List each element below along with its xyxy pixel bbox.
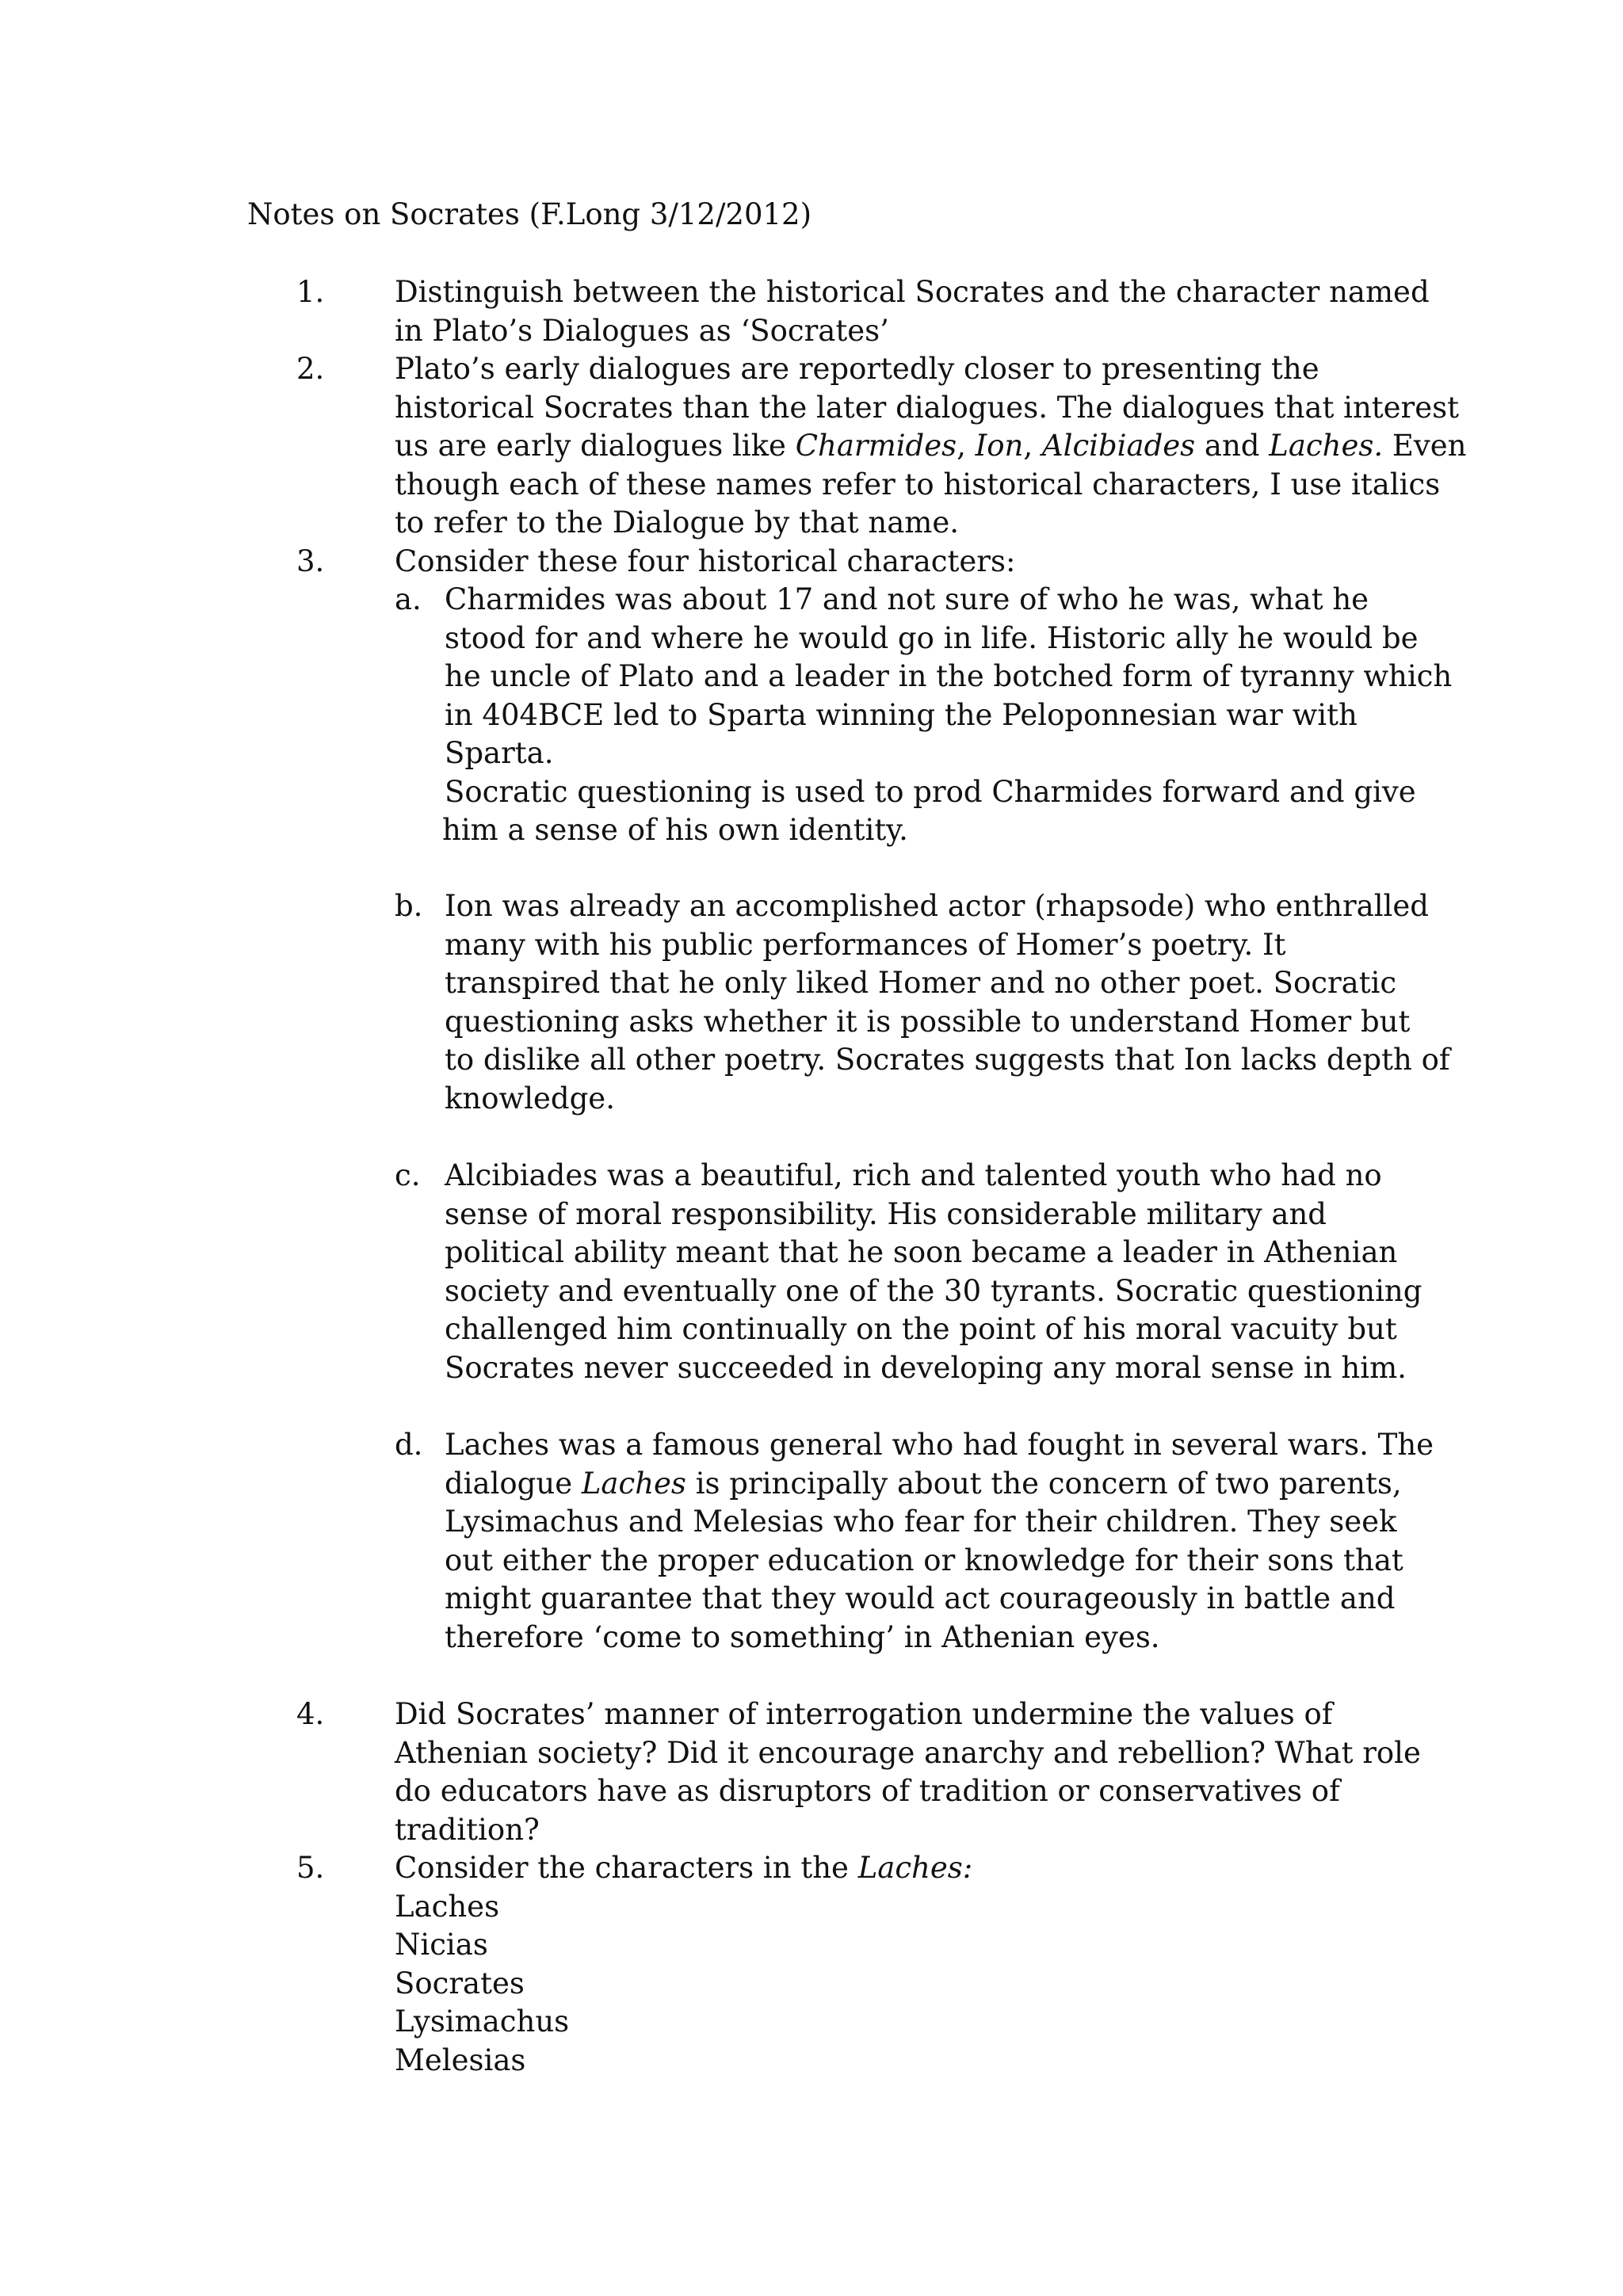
sub-item-d xyxy=(395,1426,1434,1657)
item-number: 1. xyxy=(296,275,325,309)
text-line: Distinguish between the historical Socrates and the character named xyxy=(395,275,1430,309)
text-line: in 404BCE led to Sparta winning the Peloponnesian war with xyxy=(445,697,1358,732)
dialogue-title-laches: Laches. xyxy=(1269,429,1384,463)
item-number: 4. xyxy=(296,1697,325,1731)
dialogue-title-alcibiades: Alcibiades xyxy=(1041,429,1196,463)
sub-item-label: c. xyxy=(395,1158,421,1192)
text-line: sense of moral responsibility. His considerable military and xyxy=(445,1196,1327,1231)
text-line: Sparta. xyxy=(445,736,554,770)
text-line: Consider these four historical characters: xyxy=(395,544,1016,578)
dialogue-title-charmides: Charmides xyxy=(795,429,957,463)
text-line: knowledge. xyxy=(445,1081,615,1116)
text-run: is principally about the concern of two parents, xyxy=(685,1466,1402,1501)
text-line: do educators have as disruptors of tradition or conservatives of xyxy=(395,1774,1340,1808)
text-line: therefore ‘come to something’ in Athenian eyes. xyxy=(445,1619,1160,1654)
sub-item-a xyxy=(395,581,1453,850)
text-line: though each of these names refer to historical characters, I use italics xyxy=(395,467,1441,502)
item-text xyxy=(395,1849,1406,2080)
list-item-4 xyxy=(296,1695,1421,1849)
item-number: 2. xyxy=(296,352,325,386)
sub-item-text xyxy=(445,1426,1434,1657)
sub-item-c xyxy=(395,1157,1425,1387)
sub-item-label: d. xyxy=(395,1428,423,1462)
list-item-3 xyxy=(296,543,1406,582)
list-item-5 xyxy=(296,1849,1406,2080)
list-item-2 xyxy=(296,350,1467,543)
text-line xyxy=(395,427,1467,466)
text-run: , xyxy=(957,429,976,463)
sub-item-label: a. xyxy=(395,582,422,616)
text-line: might guarantee that they would act courageously in battle and xyxy=(445,1581,1396,1615)
item-number: 5. xyxy=(296,1851,325,1885)
item-text xyxy=(395,350,1467,543)
text-run: and xyxy=(1195,429,1270,463)
character-name: Laches xyxy=(395,1889,500,1924)
text-line: Lysimachus and Melesias who fear for their children. They seek xyxy=(445,1505,1397,1539)
text-line: Plato’s early dialogues are reportedly closer to presenting the xyxy=(395,352,1319,386)
text-run: , xyxy=(1023,429,1042,463)
character-name: Lysimachus xyxy=(395,2004,570,2039)
text-line: Socratic questioning is used to prod Charmides forward and give xyxy=(445,774,1416,809)
character-name: Nicias xyxy=(395,1928,488,1962)
document-title: Notes on Socrates (F.Long 3/12/2012) xyxy=(247,197,812,231)
text-line: to dislike all other poetry. Socrates suggests that Ion lacks depth of xyxy=(445,1043,1450,1077)
dialogue-title-ion: Ion xyxy=(975,429,1024,463)
text-run: Even xyxy=(1383,429,1467,463)
item-number: 3. xyxy=(296,544,325,578)
text-line xyxy=(395,1849,1406,1888)
text-line: Laches was a famous general who had fought in several wars. The xyxy=(445,1428,1434,1462)
sub-item-text xyxy=(445,1157,1425,1387)
character-name: Melesias xyxy=(395,2042,526,2077)
dialogue-title-laches: Laches xyxy=(581,1466,686,1501)
text-line: Charmides was about 17 and not sure of who he was, what he xyxy=(445,582,1369,616)
dialogue-title-laches: Laches: xyxy=(857,1851,973,1885)
text-line: political ability meant that he soon became a leader in Athenian xyxy=(445,1235,1398,1269)
text-line: Ion was already an accomplished actor (rhapsode) who enthralled xyxy=(445,889,1429,923)
item-text xyxy=(395,1695,1421,1849)
text-run: dialogue xyxy=(445,1466,582,1501)
text-line: Athenian society? Did it encourage anarchy and rebellion? What role xyxy=(395,1735,1421,1770)
text-line: questioning asks whether it is possible to understand Homer but xyxy=(445,1004,1411,1039)
sub-item-text xyxy=(445,887,1450,1118)
text-run: Consider the characters in the xyxy=(395,1851,858,1885)
text-line: historical Socrates than the later dialogues. The dialogues that interest xyxy=(395,390,1459,425)
text-line: in Plato’s Dialogues as ‘Socrates’ xyxy=(395,313,889,348)
text-line: stood for and where he would go in life. Historic ally he would be xyxy=(445,620,1419,655)
text-line: him a sense of his own identity. xyxy=(442,813,908,847)
text-line: Socrates never succeeded in developing any moral sense in him. xyxy=(445,1350,1407,1385)
list-item-1 xyxy=(296,273,1430,350)
item-text xyxy=(395,543,1406,582)
sub-item-label: b. xyxy=(395,889,423,923)
text-line: tradition? xyxy=(395,1812,540,1847)
text-line: out either the proper education or knowledge for their sons that xyxy=(445,1543,1403,1577)
text-line: transpired that he only liked Homer and no other poet. Socratic xyxy=(445,966,1397,1000)
text-line: society and eventually one of the 30 tyrants. Socratic questioning xyxy=(445,1273,1423,1308)
text-line: he uncle of Plato and a leader in the botched form of tyranny which xyxy=(445,659,1453,693)
sub-item-text xyxy=(442,581,1453,850)
sub-item-b xyxy=(395,887,1450,1118)
text-line: challenged him continually on the point of his moral vacuity but xyxy=(445,1312,1397,1346)
text-line xyxy=(445,1465,1425,1504)
text-line: to refer to the Dialogue by that name. xyxy=(395,505,959,540)
item-text xyxy=(395,273,1430,350)
text-run: us are early dialogues like xyxy=(395,429,796,463)
text-line: many with his public performances of Homer’s poetry. It xyxy=(445,927,1286,962)
character-name: Socrates xyxy=(395,1966,525,2000)
text-line: Did Socrates’ manner of interrogation undermine the values of xyxy=(395,1697,1333,1731)
text-line: Alcibiades was a beautiful, rich and talented youth who had no xyxy=(445,1158,1382,1192)
